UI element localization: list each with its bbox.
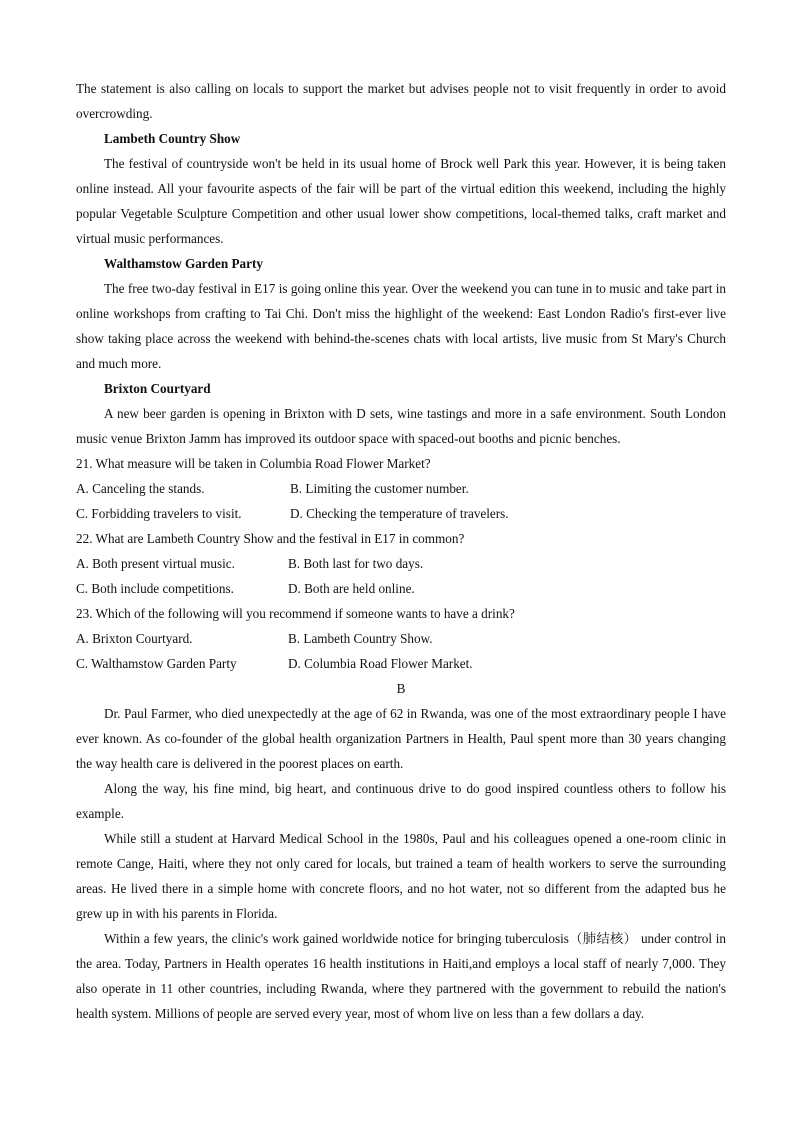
question-22-option-a: A. Both present virtual music. xyxy=(76,556,235,571)
passage-b-paragraph-4: Within a few years, the clinic's work gained worldwide notice for bringing tuberculosis（肺结核） under control in the area. Today, Partners in Health operates 16 health institutions in Haiti,and employs a local staff of nearly 7,000. They also operate in 11 other countries, including Rwanda, where they partnered with the government to rebuild the nation's health system. Millions of people are served every year, most of whom live on less than a few dollars a day. xyxy=(76,931,726,1021)
section-body-brixton: A new beer garden is opening in Brixton with D sets, wine tastings and more in a safe environment. South London music venue Brixton Jamm has improved its outdoor space with spaced-out booths and picnic benches. xyxy=(76,406,726,446)
question-23-option-d: D. Columbia Road Flower Market. xyxy=(288,656,473,671)
question-21-stem: 21. What measure will be taken in Columbia Road Flower Market? xyxy=(76,456,431,471)
question-21-options-row-1 xyxy=(76,476,726,501)
question-22-options-row-2 xyxy=(76,576,726,601)
question-23-options-row-1 xyxy=(76,626,726,651)
question-23-options-row-2 xyxy=(76,651,726,676)
document-page xyxy=(76,76,726,1026)
intro-paragraph: The statement is also calling on locals to support the market but advises people not to visit frequently in order to avoid overcrowding. xyxy=(76,81,726,121)
section-body-walthamstow: The free two-day festival in E17 is going online this year. Over the weekend you can tune in to music and take part in online workshops from crafting to Tai Chi. Don't miss the highlight of the weekend: East London Radio's first-ever live show taking place across the weekend with behind-the-scenes chats with local artists, live music from St Mary's Church and much more. xyxy=(76,281,726,371)
passage-b-paragraph-1: Dr. Paul Farmer, who died unexpectedly at the age of 62 in Rwanda, was one of the most extraordinary people I have ever known. As co-founder of the global health organization Partners in Health, Paul spent more than 30 years changing the way health care is delivered in the poorest places on earth. xyxy=(76,706,726,771)
question-22-option-b: B. Both last for two days. xyxy=(288,556,424,571)
question-23-option-c: C. Walthamstow Garden Party xyxy=(76,656,237,671)
section-heading-walthamstow: Walthamstow Garden Party xyxy=(104,256,263,271)
question-23-stem: 23. Which of the following will you recommend if someone wants to have a drink? xyxy=(76,606,515,621)
section-heading-brixton: Brixton Courtyard xyxy=(104,381,211,396)
passage-b-label: B xyxy=(396,681,406,696)
question-23-option-b: B. Lambeth Country Show. xyxy=(288,631,433,646)
passage-b-paragraph-2: Along the way, his fine mind, big heart, and continuous drive to do good inspired countless others to follow his example. xyxy=(76,781,726,821)
section-heading-lambeth: Lambeth Country Show xyxy=(104,131,241,146)
question-23-option-a: A. Brixton Courtyard. xyxy=(76,631,193,646)
question-21-option-c: C. Forbidding travelers to visit. xyxy=(76,506,242,521)
question-21-option-d: D. Checking the temperature of travelers. xyxy=(290,506,509,521)
section-body-lambeth: The festival of countryside won't be held in its usual home of Brock well Park this year. However, it is being taken online instead. All your favourite aspects of the fair will be part of the virtual edition this weekend, including the highly popular Vegetable Sculpture Competition and other usual lower show competitions, local-themed talks, craft market and virtual music performances. xyxy=(76,156,726,246)
passage-b-paragraph-3: While still a student at Harvard Medical School in the 1980s, Paul and his colleagues opened a one-room clinic in remote Cange, Haiti, where they not only cared for locals, but trained a team of health workers to serve the surrounding areas. He lived there in a simple home with concrete floors, and no hot water, not so different from the adapted bus he grew up in with his parents in Florida. xyxy=(76,831,726,921)
question-22-stem: 22. What are Lambeth Country Show and the festival in E17 in common? xyxy=(76,531,465,546)
question-22-option-c: C. Both include competitions. xyxy=(76,581,234,596)
question-21-option-a: A. Canceling the stands. xyxy=(76,481,205,496)
question-21-option-b: B. Limiting the customer number. xyxy=(290,481,469,496)
question-22-option-d: D. Both are held online. xyxy=(288,581,415,596)
question-21-options-row-2 xyxy=(76,501,726,526)
question-22-options-row-1 xyxy=(76,551,726,576)
